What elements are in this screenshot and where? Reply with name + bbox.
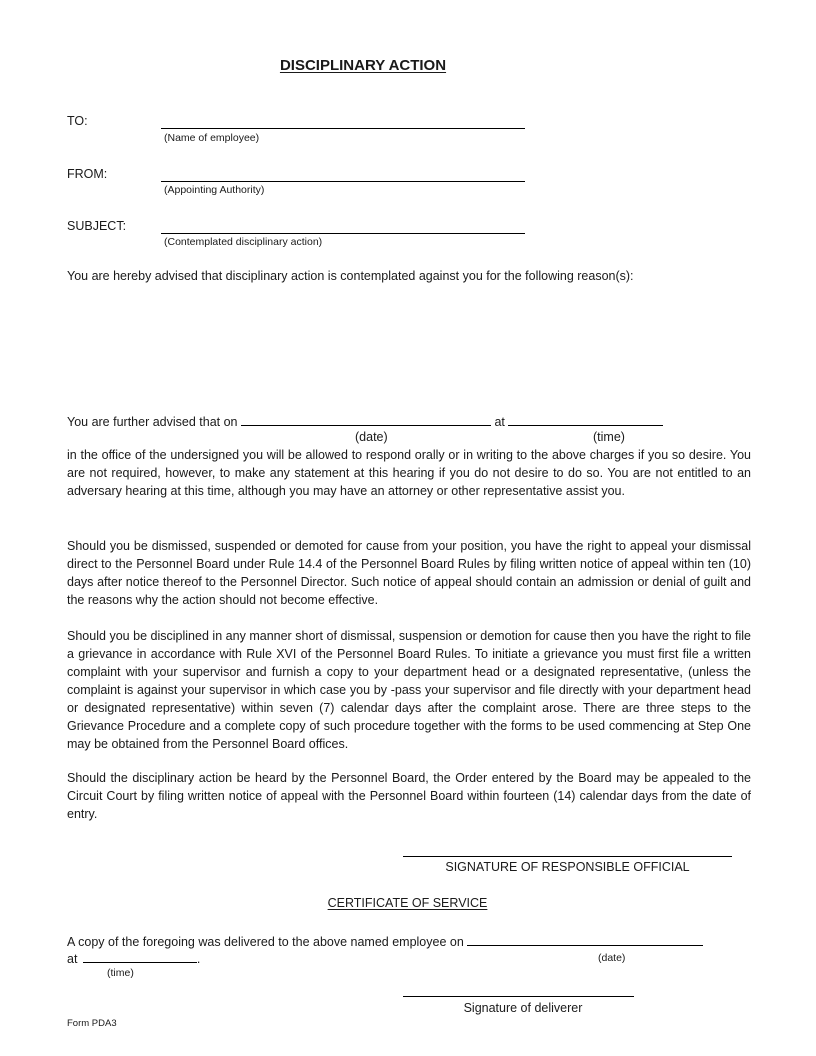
official-signature-line[interactable] xyxy=(403,856,732,857)
page-title-text: DISCIPLINARY ACTION xyxy=(279,57,447,74)
page-title xyxy=(0,57,816,74)
certificate-heading: CERTIFICATE OF SERVICE xyxy=(327,896,488,910)
delivery-period: . xyxy=(196,952,201,966)
from-field-line[interactable] xyxy=(161,181,525,182)
subject-caption: (Contemplated disciplinary action) xyxy=(164,236,323,248)
hearing-time-field[interactable] xyxy=(508,412,663,426)
form-id: Form PDA3 xyxy=(67,1018,117,1029)
to-field-line[interactable] xyxy=(161,128,525,129)
deliverer-signature-caption: Signature of deliverer xyxy=(463,1001,583,1015)
from-caption: (Appointing Authority) xyxy=(164,184,265,196)
hearing-date-caption: (date) xyxy=(355,430,388,444)
advised-statement: You are hereby advised that disciplinary action is contemplated against you for the following reason(s): xyxy=(67,269,634,283)
delivered-text: A copy of the foregoing was delivered to the above named employee on xyxy=(67,935,464,949)
delivered-line xyxy=(67,932,703,949)
delivery-time-caption: (time) xyxy=(107,967,134,979)
delivery-at-label: at xyxy=(67,952,78,966)
further-prefix: You are further advised that on xyxy=(67,415,238,429)
official-signature-caption: SIGNATURE OF RESPONSIBLE OFFICIAL xyxy=(445,860,690,874)
hearing-time-caption: (time) xyxy=(593,430,625,444)
delivery-date-field[interactable] xyxy=(467,932,703,946)
deliverer-signature-line[interactable] xyxy=(403,996,634,997)
further-advised-line xyxy=(67,412,663,429)
subject-field-line[interactable] xyxy=(161,233,525,234)
to-caption: (Name of employee) xyxy=(164,132,260,144)
grievance-paragraph: Should you be disciplined in any manner short of dismissal, suspension or demotion for cause then you have the right to file a grievance in accordance with Rule XVI of the Personnel Board Rules. To initiate a grievance you must first file a written complaint with your supervisor and furnish a copy to your department head or a designated representative, (unless the complaint is against your supervisor in which case you by -pass your supervisor and file directly with your department head or designated representative) within seven (7) calendar days after the complaint arose. There are three steps to the Grievance Procedure and a complete copy of such procedure together with the forms to be used commencing at Step One may be obtained from the Personnel Board offices. xyxy=(67,629,751,751)
from-label: FROM: xyxy=(67,167,108,181)
delivery-at-line xyxy=(67,949,200,966)
hearing-paragraph: in the office of the undersigned you will be allowed to respond orally or in writing to the above charges if you so desire. You are not required, however, to make any statement at this hearing if you do not desire to do so. You are not entitled to an adversary hearing at this time, although you may have an attorney or other representative assist you. xyxy=(67,448,751,498)
to-label: TO: xyxy=(67,114,88,128)
subject-label: SUBJECT: xyxy=(67,219,127,233)
delivery-date-caption: (date) xyxy=(598,952,626,964)
dismissal-paragraph: Should you be dismissed, suspended or demoted for cause from your position, you have the right to appeal your dismissal direct to the Personnel Board under Rule 14.4 of the Personnel Board Rules by filing written notice of appeal within ten (10) days after notice thereof to the Personnel Director. Such notice of appeal should contain an admission or denial of guilt and the reasons why the action should not become effective. xyxy=(67,539,751,607)
hearing-date-field[interactable] xyxy=(241,412,491,426)
further-at: at xyxy=(494,415,505,429)
delivery-time-field[interactable] xyxy=(83,949,197,963)
appeal-paragraph: Should the disciplinary action be heard by the Personnel Board, the Order entered by the Board may be appealed to the Circuit Court by filing written notice of appeal with the Personnel Board within fourteen (14) calendar days from the date of entry. xyxy=(67,771,751,821)
